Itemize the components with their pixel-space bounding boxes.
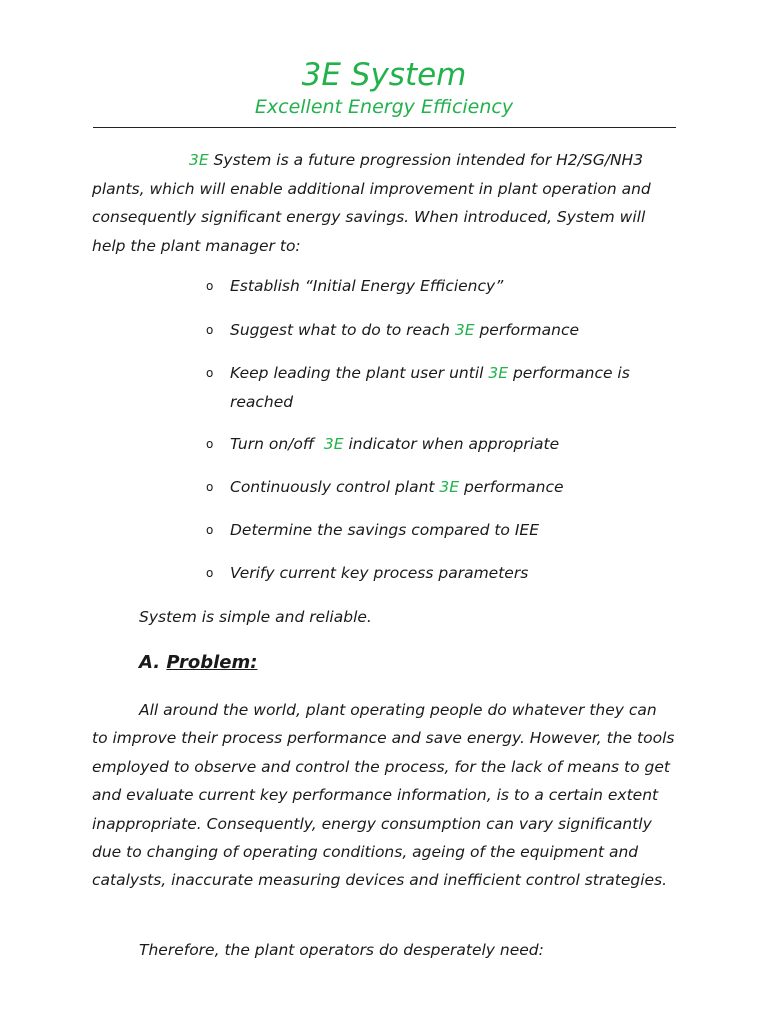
list-item-text bbox=[230, 316, 656, 345]
list-item bbox=[206, 359, 656, 417]
bullet-marker: o bbox=[206, 566, 214, 580]
problem-text: All around the world, plant operating people do whatever they can to improve their process performance and save energy. However, the tools employed to observe and control the process, for the lack of means to get and evaluate current key performance information, is to a certain extent inappropriate. Consequently, energy consumption can vary significantly due to changing of operating conditions, ageing of the equipment and catalysts, inaccurate measuring devices and inefficient control strategies. bbox=[92, 701, 675, 890]
list-item-text bbox=[230, 430, 656, 459]
brand-3e: 3E bbox=[488, 364, 509, 382]
therefore-line: Therefore, the plant operators do desperately need: bbox=[139, 941, 544, 959]
list-item-text-part: performance bbox=[474, 321, 579, 339]
list-item-text-part: Continuously control plant bbox=[230, 478, 440, 496]
section-number: A. bbox=[139, 652, 167, 673]
bullet-marker: o bbox=[206, 279, 214, 293]
bullet-marker: o bbox=[206, 523, 214, 537]
brand-3e: 3E bbox=[439, 478, 460, 496]
list-item-text-part: Turn on/off bbox=[230, 435, 324, 453]
intro-paragraph bbox=[92, 146, 676, 260]
brand-3e: 3E bbox=[454, 321, 475, 339]
page-title: 3E System bbox=[301, 57, 467, 93]
list-item-text bbox=[230, 473, 656, 502]
bullet-marker: o bbox=[206, 480, 214, 494]
list-item-text-part: Keep leading the plant user until bbox=[230, 364, 489, 382]
list-item-text: Determine the savings compared to IEE bbox=[230, 521, 539, 539]
bullet-marker: o bbox=[206, 366, 214, 380]
list-item-text: Verify current key process parameters bbox=[230, 564, 529, 582]
list-item-text-part: performance is reached bbox=[230, 364, 630, 411]
intro-text: System is a future progression intended for H2/SG/NH3 plants, which will enable additional improvement in plant operation and consequently significant energy savings. When introduced, System will help the plant manager to: bbox=[92, 151, 651, 255]
list-item bbox=[206, 473, 656, 502]
section-heading bbox=[139, 649, 257, 677]
list-item-text-part: Suggest what to do to reach bbox=[230, 321, 455, 339]
problem-paragraph bbox=[92, 696, 676, 895]
list-item-text: Establish “Initial Energy Efficiency” bbox=[230, 277, 504, 295]
bullet-marker: o bbox=[206, 437, 214, 451]
list-item bbox=[206, 559, 656, 588]
brand-3e: 3E bbox=[189, 151, 209, 169]
bullet-marker: o bbox=[206, 323, 214, 337]
list-item bbox=[206, 430, 656, 459]
section-title: Problem: bbox=[166, 652, 258, 673]
title-divider bbox=[93, 127, 676, 128]
list-item-text-part: indicator when appropriate bbox=[343, 435, 560, 453]
list-item-text bbox=[230, 359, 656, 417]
brand-3e: 3E bbox=[323, 435, 344, 453]
list-item bbox=[206, 516, 656, 545]
list-item bbox=[206, 316, 656, 345]
list-item bbox=[206, 272, 656, 301]
page-subtitle: Excellent Energy Efficiency bbox=[254, 96, 514, 118]
simple-statement: System is simple and reliable. bbox=[139, 608, 372, 626]
list-item-text-part: performance bbox=[459, 478, 564, 496]
